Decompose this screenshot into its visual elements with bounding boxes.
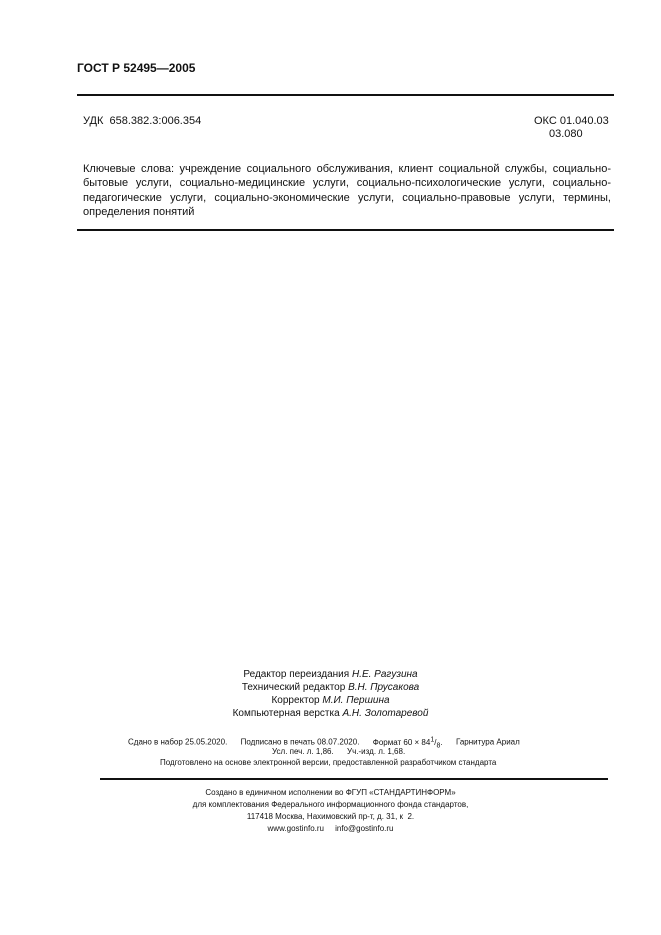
imprint-rule [100, 778, 608, 780]
submitted-date: Сдано в набор 25.05.2020. [128, 737, 228, 747]
credit-role: Технический редактор [241, 682, 346, 693]
oks-line-1: ОКС 01.040.03 [534, 115, 609, 127]
print-sheets: Усл. печ. л. 1,86. [272, 747, 334, 756]
prepared-note: Подготовлено на основе электронной версии, предоставленной разработчиком стандарта [160, 758, 497, 767]
credits-block [0, 668, 661, 720]
format-den: 8 [436, 742, 441, 750]
imprint-line-2 [272, 746, 405, 758]
website-link[interactable]: www.gostinfo.ru [267, 824, 324, 833]
format-prefix: Формат 60 × 84 [372, 737, 431, 747]
signed-date: Подписано в печать 08.07.2020. [240, 737, 360, 747]
credit-role: Корректор [271, 695, 320, 706]
credit-role: Компьютерная верстка [232, 708, 340, 719]
credit-editor [0, 668, 661, 681]
header-rule [77, 94, 614, 96]
udk-code: УДК 658.382.3:006.354 [83, 115, 202, 127]
keywords-paragraph: Ключевые слова: учреждение социального обслуживания, клиент социальной службы, социально-бытовые услуги, социально-медицинские услуги, социально-психологические услуги, социально-педагогические услуги, социально-экономические услуги, социально-правовые услуги, термины, определения понятий [83, 163, 611, 218]
oks-code [534, 115, 609, 141]
credit-proofreader [0, 694, 661, 707]
credit-role: Редактор переиздания [243, 669, 350, 680]
credit-layout [0, 707, 661, 720]
keywords-rule [77, 229, 614, 231]
credit-name: М.И. Першина [322, 695, 390, 706]
publisher-line-1: Создано в единичном исполнении во ФГУП «СТАНДАРТИНФОРМ» [205, 788, 456, 797]
email-link[interactable]: info@gostinfo.ru [335, 824, 394, 833]
credit-name: А.Н. Золотаревой [342, 708, 429, 719]
format: Формат $60 \times 84^1/_8$. [372, 736, 443, 750]
credit-tech-editor [0, 681, 661, 694]
credit-name: Н.Е. Рагузина [351, 669, 418, 680]
oks-line-2: 03.080 [549, 128, 583, 140]
publisher-contacts [0, 823, 661, 835]
publisher-block [0, 787, 661, 835]
publ-sheets: Уч.-изд. л. 1,68. [347, 747, 406, 756]
publisher-line-2: для комплектования Федерального информационного фонда стандартов, [192, 800, 469, 809]
standard-id: ГОСТ Р 52495—2005 [77, 61, 196, 75]
typeface: Гарнитура Ариал [455, 737, 520, 747]
publisher-address: 117418 Москва, Нахимовский пр-т, д. 31, к 2. [246, 812, 415, 821]
credit-name: В.Н. Прусакова [348, 682, 420, 693]
format-num: 1 [430, 736, 435, 743]
